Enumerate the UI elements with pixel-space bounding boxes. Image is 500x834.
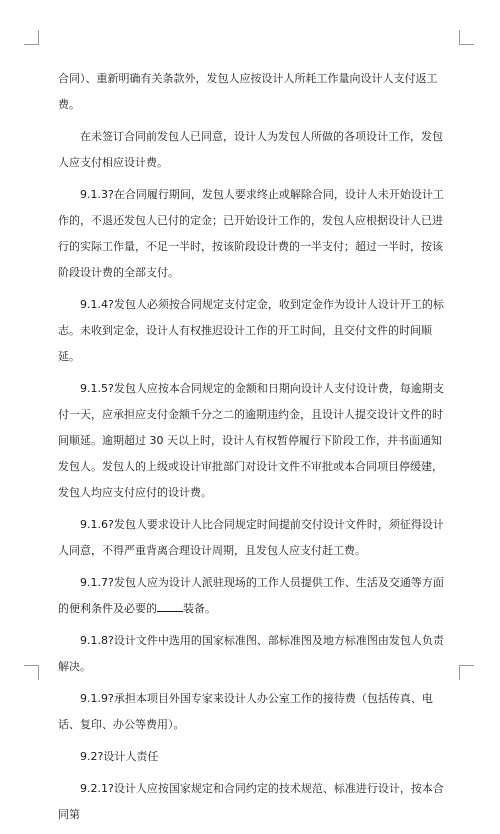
paragraph-9-1-3: 9.1.3?在合同履行期间，发包人要求终止或解除合同，设计人未开始设计工作的，不退还发包人已付的定金；已开始设计工作的，发包人应根据设计人已进行的实际工作量，不足一半时，按该阶段设计费的一半支付；超过一半时，按该阶段设计费的全部支付。 [58,188,444,279]
paragraph-9-1-9: 9.1.9?承担本项目外国专家来设计人办公室工作的接待费（包括传真、电话、复印、办公等费用）。 [58,692,433,731]
corner-mark-bottom-right [459,665,474,680]
corner-mark-top-right [459,30,474,45]
paragraph-pre-contract-work: 在未签订合同前发包人已同意，设计人为发包人所做的各项设计工作，发包人应支付相应设计费。 [58,130,443,169]
paragraph-9-1-5: 9.1.5?发包人应按本合同规定的金额和日期向设计人支付设计费，每逾期支付一天，应承担应支付金额千分之二的逾期违约金，且设计人提交设计文件的时间顺延。逾期超过 30 天以上时，设计人有权暂停履行下阶段工作，并书面通知发包人。发包人的上级或设计审批部门对设计文件不审批或本合同项目停缓建，发包人均应支付应付的设计费。 [58,382,444,499]
document-body [58,66,450,834]
paragraph-9-1-8: 9.1.8?设计文件中选用的国家标准图、部标准图及地方标准图由发包人负责解决。 [58,634,444,673]
paragraph-9-1-7-text-after: 装备。 [183,602,216,615]
section-heading-9-2: 9.2?设计人责任 [80,750,159,763]
paragraph-9-1-7 [58,570,450,622]
corner-mark-bottom-left [24,665,39,680]
paragraph-9-1-4: 9.1.4?发包人必须按合同规定支付定金，收到定金作为设计人设计开工的标志。未收到定金，设计人有权推迟设计工作的开工时间，且交付文件的时间顺延。 [58,298,444,363]
paragraph-9-2-1: 9.2.1?设计人应按国家规定和合同约定的技术规范、标准进行设计，按本合同第 [58,782,444,821]
fill-in-blank [157,601,183,612]
corner-mark-top-left [24,30,39,45]
paragraph-9-1-6: 9.1.6?发包人要求设计人比合同规定时间提前交付设计文件时，须征得设计人同意，不得严重背离合理设计周期，且发包人应支付赶工费。 [58,518,444,557]
paragraph-9-1-7-text-before: 9.1.7?发包人应为设计人派驻现场的工作人员提供工作、生活及交通等方面的便利条件及必要的 [58,576,444,615]
paragraph-rework-fee: 合同）、重新明确有关条款外，发包人应按设计人所耗工作量向设计人支付返工费。 [58,72,438,111]
